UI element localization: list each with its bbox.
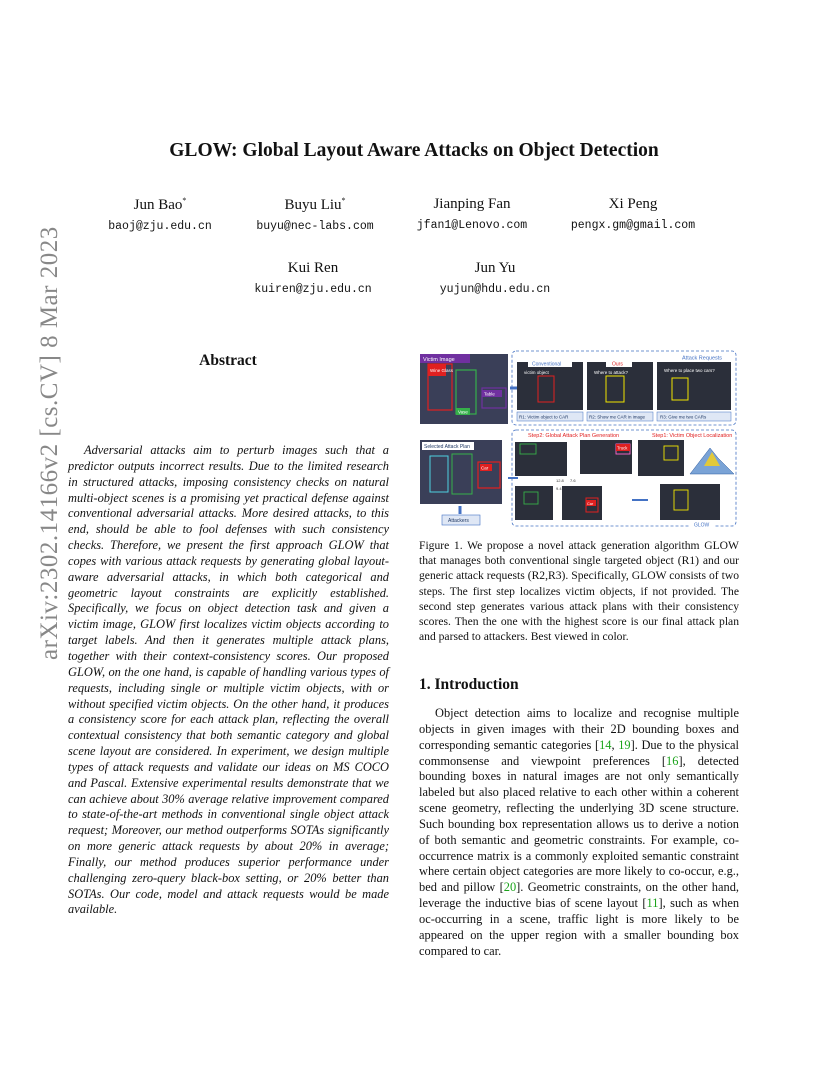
where-place-label: Where to place two cars? (664, 368, 715, 373)
author-name: Jun Bao* (133, 196, 187, 213)
vase-label: Vase (458, 409, 468, 415)
author-name: Xi Peng (608, 196, 658, 212)
victim-image-label: Victim Image (423, 357, 455, 363)
author-block (533, 196, 733, 232)
author-email[interactable]: baoj@zju.edu.cn (108, 220, 212, 233)
author-email[interactable]: yujun@hdu.edu.cn (439, 283, 551, 296)
author-email[interactable]: buyu@nec-labs.com (256, 220, 374, 233)
glow-label: GLOW (694, 522, 710, 529)
where-attack-label: Where to attack? (594, 370, 629, 375)
author-block (213, 260, 413, 296)
abstract-text: Adversarial attacks aim to perturb images such that a predictor outputs incorrect results. Due to the limited research in structured attacks, imposing consistency checks on natural multi-object scenes is a promising yet practical defense against conventional adversarial attacks. More desired attacks, to this end, should be able to fool defenses with such consistency checks. Therefore, we present the first approach GLOW that copes with various attack requests by generating global layout-aware adversarial attacks, in which both categorical and geometric layout constraints are explicitly established. Specifically, we focus on object detection task and given a victim image, GLOW first localizes victim objects according to target labels. And then it generates multiple attack plans, together with their context-consistency scores. Our proposed GLOW, on the one hand, is capable of handling various types of requests, including single or multiple victim objects, with or without specified victim objects. On the other hand, it produces a consistency score for each attack plan, reflecting the overall contextual consistency that both semantic category and global scene layout are considered. In experiment, we design multiple types of attack requests and validate our ideas on MS COCO and Pascal. Extensive experimental results demonstrate that we can achieve about 30% average relative improvement compared to state-of-the-art methods in conventional single object attack request; Moreover, our method outperforms SOTAs significantly on more generic attack requests by about 20% in average; Finally, our method produces superior performance under challenging zero-query black-box setting, or 20% better than SOTAs. Our code, model and attack requests would be made available. (68, 443, 389, 917)
citation-link[interactable]: 16 (666, 753, 679, 768)
author-name: Jianping Fan (433, 196, 511, 212)
conventional-label: Conventional (532, 361, 562, 368)
wine-glass-label: Wine Glass (430, 368, 454, 373)
author-name: Buyu Liu* (284, 196, 346, 213)
step1-thumb (638, 440, 684, 476)
author-email[interactable]: jfan1@Lenovo.com (416, 219, 528, 232)
selected-plan-label: Selected Attack Plan (424, 444, 470, 450)
plan-thumb-5 (660, 484, 720, 520)
citation-link[interactable]: 20 (503, 880, 517, 895)
r3-label: R3: Give me two CARs (660, 414, 707, 420)
truck-label: Truck (617, 445, 628, 451)
author-name: Kui Ren (287, 260, 339, 276)
score-2: 7.6 (570, 478, 576, 483)
step2-label: Step2: Global Attack Plan Generation (528, 433, 620, 439)
figure-caption: Figure 1. We propose a novel attack generation algorithm GLOW that manages both conventional single targeted object (R1) and our generic attack requests (R2,R3). Specifically, GLOW consists of two steps. The first step localizes victim objects, if not provided. The second step generates various attack plans with their consistency scores. Then the one with the highest score is our final attack plan and parsed to attackers. Best viewed in color. (419, 539, 739, 644)
citation-link[interactable]: 19 (618, 737, 631, 752)
citation-link[interactable]: 14 (599, 737, 612, 752)
introduction-paragraph: Object detection aims to localize and recognise multiple objects in given images with their 2D bounding boxes and corresponding semantic categories [14, 19]. Due to the physical commonsense and viewpoint preferences [16], detected bounding boxes in natural images are not only semantically labeled but also placed relative to each other within a coherent scene geometry, reflecting the underlying 3D scene structure. Such bounding box representation allows us to derive a notion of both semantic and geometric constraints. For example, co-occurrence matrix is a commonly exploited semantic constraint where certain object categories are more likely to co-occur, e.g., bed and pillow [20]. Geometric constraints, on the other hand, leverage the inductive bias of scene layout [11], such as when oc-occurring in a scene, traffic light is more likely to be appeared on the upper region with a smaller bounding box compared to car. (419, 706, 740, 958)
attack-requests-label: Attack Requests (682, 355, 723, 362)
step1-label: Step1: Victim Object Localization (652, 433, 733, 439)
author-name: Jun Yu (474, 260, 516, 276)
plan-thumb-3 (515, 486, 553, 520)
paper-title: GLOW: Global Layout Aware Attacks on Object Detection (169, 140, 659, 161)
author-email[interactable]: kuiren@zju.edu.cn (254, 283, 372, 296)
selected-car-label: Car (481, 465, 489, 471)
r2-label: R2: Show me CAR in image (589, 414, 646, 420)
figure-1 (420, 350, 738, 530)
r1-label: R1: Victim object to CAR (519, 414, 569, 420)
attackers-label: Attackers (448, 518, 469, 524)
citation-link[interactable]: 11 (646, 896, 659, 911)
arxiv-identifier: arXiv:2302.14166v2 [cs.CV] 8 Mar 2023 (36, 226, 63, 660)
table-label: Table (484, 391, 495, 397)
plan4-car-label: Car (587, 502, 594, 506)
abstract-heading: Abstract (199, 352, 257, 369)
score-1: 12.8 (556, 478, 564, 483)
author-email[interactable]: pengx.gm@gmail.com (570, 219, 696, 232)
section-heading-introduction: 1. Introduction (419, 676, 519, 693)
victim-object-label: victim object (524, 370, 549, 375)
author-block (395, 260, 595, 296)
ours-label: Ours (612, 361, 623, 368)
plan-thumb-1 (515, 442, 567, 476)
score-3: 9.4 (556, 486, 562, 491)
